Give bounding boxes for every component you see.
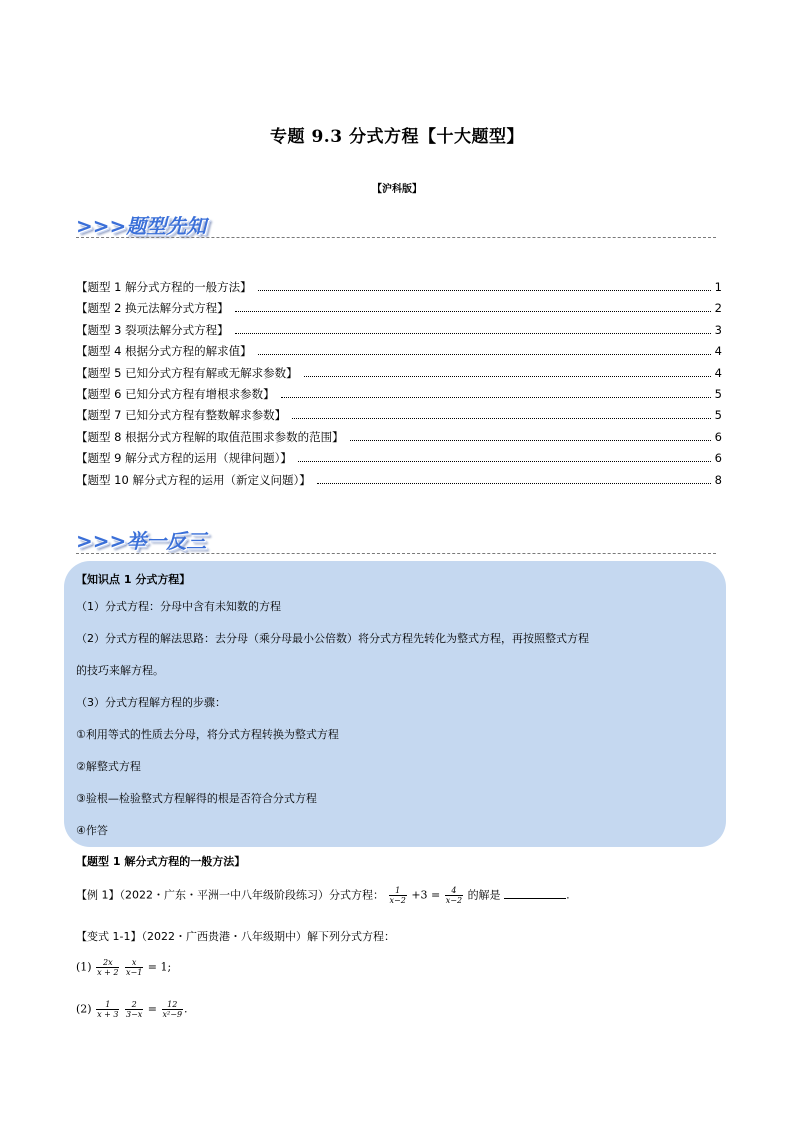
fraction: $\frac{12}{\text{x²−9}}$ bbox=[162, 1000, 183, 1019]
toc-item[interactable] bbox=[76, 448, 722, 469]
section-heading: 【题型 1 解分式方程的一般方法】 bbox=[76, 855, 246, 868]
toc-item-label: 【题型 2 换元法解分式方程】 bbox=[76, 301, 229, 316]
toc-item-label: 【题型 10 解分式方程的运用（新定义问题）】 bbox=[76, 472, 311, 487]
toc-item[interactable] bbox=[76, 427, 722, 448]
toc-item[interactable] bbox=[76, 341, 722, 362]
toc-page-number: 8 bbox=[714, 472, 722, 487]
toc-leader bbox=[235, 333, 711, 334]
toc-item[interactable] bbox=[76, 277, 722, 298]
knowledge-line: （3）分式方程解方程的步骤： bbox=[76, 696, 226, 709]
fraction: $\frac{1}{x + 3}$ bbox=[97, 1000, 119, 1019]
knowledge-line: 的技巧来解方程。 bbox=[76, 664, 164, 677]
toc-page-number: 5 bbox=[714, 408, 722, 423]
knowledge-line: （2）分式方程的解法思路：去分母（乘分母最小公倍数）将分式方程先转化为整式方程，再按照整式方程 bbox=[76, 632, 589, 645]
equation-label: (1) bbox=[76, 960, 92, 974]
toc-item[interactable] bbox=[76, 405, 722, 426]
math-text: +3 = bbox=[411, 888, 441, 902]
toc-leader bbox=[281, 397, 711, 398]
knowledge-step: ①利用等式的性质去分母，将分式方程转换为整式方程 bbox=[76, 728, 339, 741]
knowledge-step: ③验根—检验整式方程解得的根是否符合分式方程 bbox=[76, 792, 317, 805]
toc-item-label: 【题型 4 根据分式方程的解求值】 bbox=[76, 344, 252, 359]
toc-item-label: 【题型 9 解分式方程的运用（规律问题）】 bbox=[76, 451, 292, 466]
toc-page-number: 1 bbox=[714, 280, 722, 294]
variant-1-1: 【变式 1-1】（2022・广西贵港・八年级期中）解下列分式方程： bbox=[76, 930, 395, 943]
toc-leader bbox=[317, 483, 711, 484]
toc-leader bbox=[304, 376, 711, 377]
knowledge-heading: 【知识点 1 分式方程】 bbox=[76, 573, 191, 586]
toc-page-number: 4 bbox=[714, 344, 722, 359]
toc-leader bbox=[350, 440, 711, 441]
example-1 bbox=[76, 886, 570, 905]
math-text: = 1; bbox=[147, 960, 172, 974]
math-text: = bbox=[147, 1002, 158, 1016]
fraction: $\frac{2x}{x + 2}$ bbox=[97, 958, 119, 977]
toc-page-number: 2 bbox=[714, 301, 722, 316]
section-banner-preview: >>>题型先知 bbox=[76, 214, 207, 238]
knowledge-step: ④作答 bbox=[76, 824, 108, 837]
toc-item-label: 【题型 7 已知分式方程有整数解求参数】 bbox=[76, 408, 287, 423]
toc-item-label: 【题型 3 裂项法解分式方程】 bbox=[76, 322, 229, 337]
math-text: . bbox=[184, 1002, 188, 1016]
toc-item[interactable] bbox=[76, 320, 722, 341]
equation-2 bbox=[76, 1000, 188, 1019]
fraction: $\frac{4}{x-2}$ bbox=[445, 886, 463, 905]
toc-leader bbox=[258, 354, 711, 355]
fraction: $\frac{2}{3-x}$ bbox=[125, 1000, 143, 1019]
toc-item[interactable] bbox=[76, 470, 722, 491]
toc-page-number: 6 bbox=[714, 451, 722, 466]
example-prefix: 【例 1】（2022・广东・平洲一中八年级阶段练习）分式方程： bbox=[76, 888, 384, 902]
toc-page-number: 6 bbox=[714, 429, 722, 444]
table-of-contents bbox=[76, 277, 722, 491]
toc-leader bbox=[292, 418, 711, 419]
knowledge-step: ②解整式方程 bbox=[76, 760, 141, 773]
toc-leader bbox=[258, 290, 711, 291]
toc-leader bbox=[298, 461, 711, 462]
equation-label: (2) bbox=[76, 1002, 92, 1016]
fraction: $\frac{x}{x-1}$ bbox=[125, 958, 143, 977]
divider bbox=[76, 553, 716, 554]
toc-item-label: 【题型 8 根据分式方程解的取值范围求参数的范围】 bbox=[76, 429, 344, 444]
toc-leader bbox=[235, 311, 711, 312]
example-end: . bbox=[566, 888, 570, 902]
example-suffix: 的解是 bbox=[467, 888, 501, 902]
equation-1 bbox=[76, 958, 171, 977]
divider bbox=[76, 237, 716, 238]
section-banner-practice: >>>举一反三 bbox=[76, 529, 207, 553]
toc-item[interactable] bbox=[76, 363, 722, 384]
toc-item[interactable] bbox=[76, 384, 722, 405]
toc-page-number: 3 bbox=[714, 322, 722, 337]
toc-item-label: 【题型 5 已知分式方程有解或无解求参数】 bbox=[76, 365, 298, 380]
answer-blank[interactable] bbox=[504, 888, 566, 899]
edition-label: 【沪科版】 bbox=[372, 184, 422, 195]
toc-item-label: 【题型 6 已知分式方程有增根求参数】 bbox=[76, 386, 275, 401]
page-title: 专题 9.3 分式方程【十大题型】 bbox=[270, 127, 524, 147]
toc-page-number: 4 bbox=[714, 365, 722, 380]
fraction: $\frac{1}{x-2}$ bbox=[389, 886, 406, 905]
knowledge-line: （1）分式方程：分母中含有未知数的方程 bbox=[76, 600, 281, 613]
toc-item-label: 【题型 1 解分式方程的一般方法】 bbox=[76, 280, 252, 294]
toc-page-number: 5 bbox=[714, 386, 722, 401]
toc-item[interactable] bbox=[76, 298, 722, 319]
